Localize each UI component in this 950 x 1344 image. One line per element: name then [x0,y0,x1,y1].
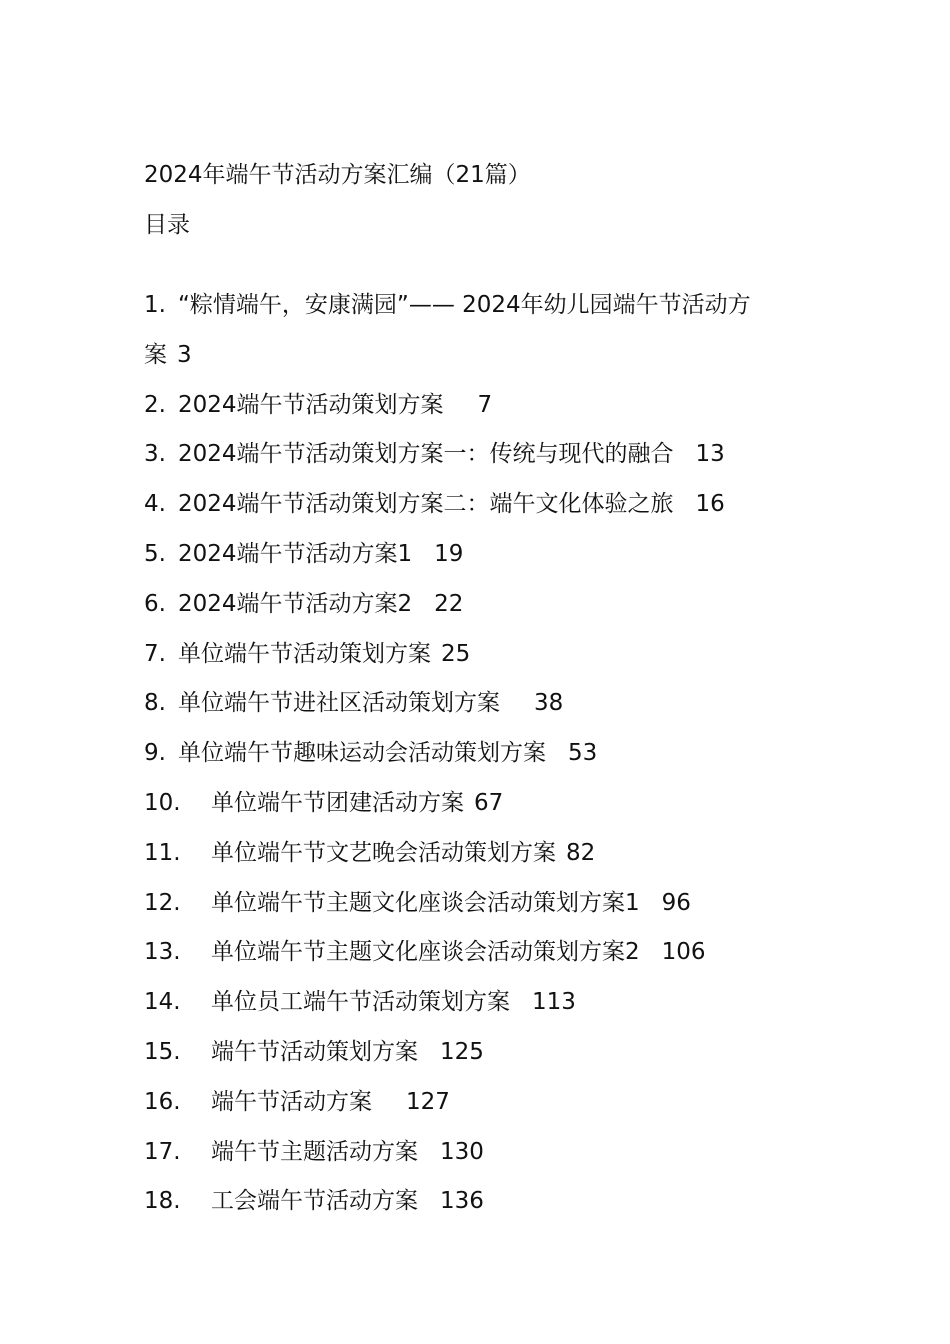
toc-entry-page: 130 [440,1138,484,1165]
toc-entry-page: 67 [474,789,504,816]
toc-entry-number: 10. [144,789,181,816]
toc-entry-number: 7. [144,640,166,667]
toc-entry[interactable] [144,580,824,630]
toc-entry-number: 2. [144,391,166,418]
toc-entry-page: 113 [532,989,576,1016]
toc-entry-title: 单位端午节主题文化座谈会活动策划方案2 [211,939,640,966]
toc-entry-page: 7 [477,391,493,418]
toc-entry-title: 端午节活动方案 [211,1088,372,1115]
toc-entry-title: 单位端午节趣味运动会活动策划方案 [178,740,546,767]
toc-entry-number: 3. [144,441,166,468]
toc-entry-title: 端午节主题活动方案 [211,1138,418,1165]
toc-entry[interactable] [144,928,824,978]
toc-entry-title: 工会端午节活动方案 [211,1188,418,1215]
toc-entry-title: 单位端午节主题文化座谈会活动策划方案1 [211,889,640,916]
toc-entry-page: 82 [566,839,596,866]
toc-entry-page: 53 [568,740,598,767]
toc-entry-number: 17. [144,1138,181,1165]
toc-entry-number: 12. [144,889,181,916]
toc-entry-page: 106 [661,939,706,966]
toc-entry[interactable] [144,829,824,879]
toc-entry-number: 4. [144,491,166,518]
toc-entry[interactable] [144,1128,824,1178]
toc-entry[interactable] [144,729,824,779]
toc-entry[interactable] [144,530,824,580]
toc-entry-title: “粽情端午，安康满园”—— 2024年幼儿园端午节活动方 [178,292,751,318]
toc-heading: 目录 [144,212,190,238]
toc-entry-number: 8. [144,690,166,717]
toc-entry-number: 13. [144,939,181,966]
toc-entry-number: 9. [144,740,166,767]
toc-entry-number: 15. [144,1038,181,1065]
toc-entry[interactable] [144,1028,824,1078]
toc-entry-page: 96 [661,889,691,916]
toc-entry-title: 2024端午节活动方案2 [178,590,413,617]
toc-entry-page: 127 [406,1088,450,1115]
toc-entry-page: 13 [695,441,725,468]
toc-entry-page: 25 [441,640,471,667]
toc-entry-number: 6. [144,590,166,617]
toc-entry-title: 单位端午节活动策划方案 [178,640,431,667]
toc-entry-title: 单位端午节进社区活动策划方案 [178,690,500,717]
toc-entry[interactable] [144,779,824,829]
toc-entry[interactable] [144,281,824,381]
toc-entry-number: 16. [144,1088,181,1115]
toc-entry[interactable] [144,1177,824,1227]
toc-entry-title: 2024端午节活动策划方案 [178,391,444,418]
toc-entry-title: 2024端午节活动方案1 [178,540,413,567]
toc-entry-number: 18. [144,1188,181,1215]
toc-entry-page: 38 [534,690,564,717]
toc-entry[interactable] [144,879,824,929]
toc-entry-page: 125 [440,1038,484,1065]
toc-entry[interactable] [144,1078,824,1128]
toc-entry[interactable] [144,480,824,530]
toc-entry-title: 端午节活动策划方案 [211,1038,418,1065]
toc-entry-page: 22 [434,590,464,617]
toc-entry-title: 单位端午节文艺晚会活动策划方案 [211,839,556,866]
toc-entry[interactable] [144,679,824,729]
toc-entry-title: 单位员工端午节活动策划方案 [211,989,510,1016]
toc-entry-page: 3 [177,341,192,368]
table-of-contents [144,281,824,1227]
toc-entry-number: 1. [144,292,166,318]
toc-entry-title: 单位端午节团建活动方案 [211,789,464,816]
toc-entry-title: 2024端午节活动策划方案一：传统与现代的融合 [178,441,674,468]
document-title: 2024年端午节活动方案汇编（21篇） [144,162,531,188]
toc-entry-page: 19 [434,540,464,567]
toc-entry[interactable] [144,381,824,431]
toc-entry-number: 5. [144,540,166,567]
toc-entry-page: 16 [695,491,725,518]
toc-entry-title-continuation: 案 [144,341,167,368]
toc-entry[interactable] [144,978,824,1028]
toc-entry[interactable] [144,430,824,480]
toc-entry-number: 14. [144,989,181,1016]
toc-entry-page: 136 [440,1188,484,1215]
toc-entry-number: 11. [144,839,181,866]
toc-entry-title: 2024端午节活动策划方案二：端午文化体验之旅 [178,491,674,518]
toc-entry[interactable] [144,630,824,680]
